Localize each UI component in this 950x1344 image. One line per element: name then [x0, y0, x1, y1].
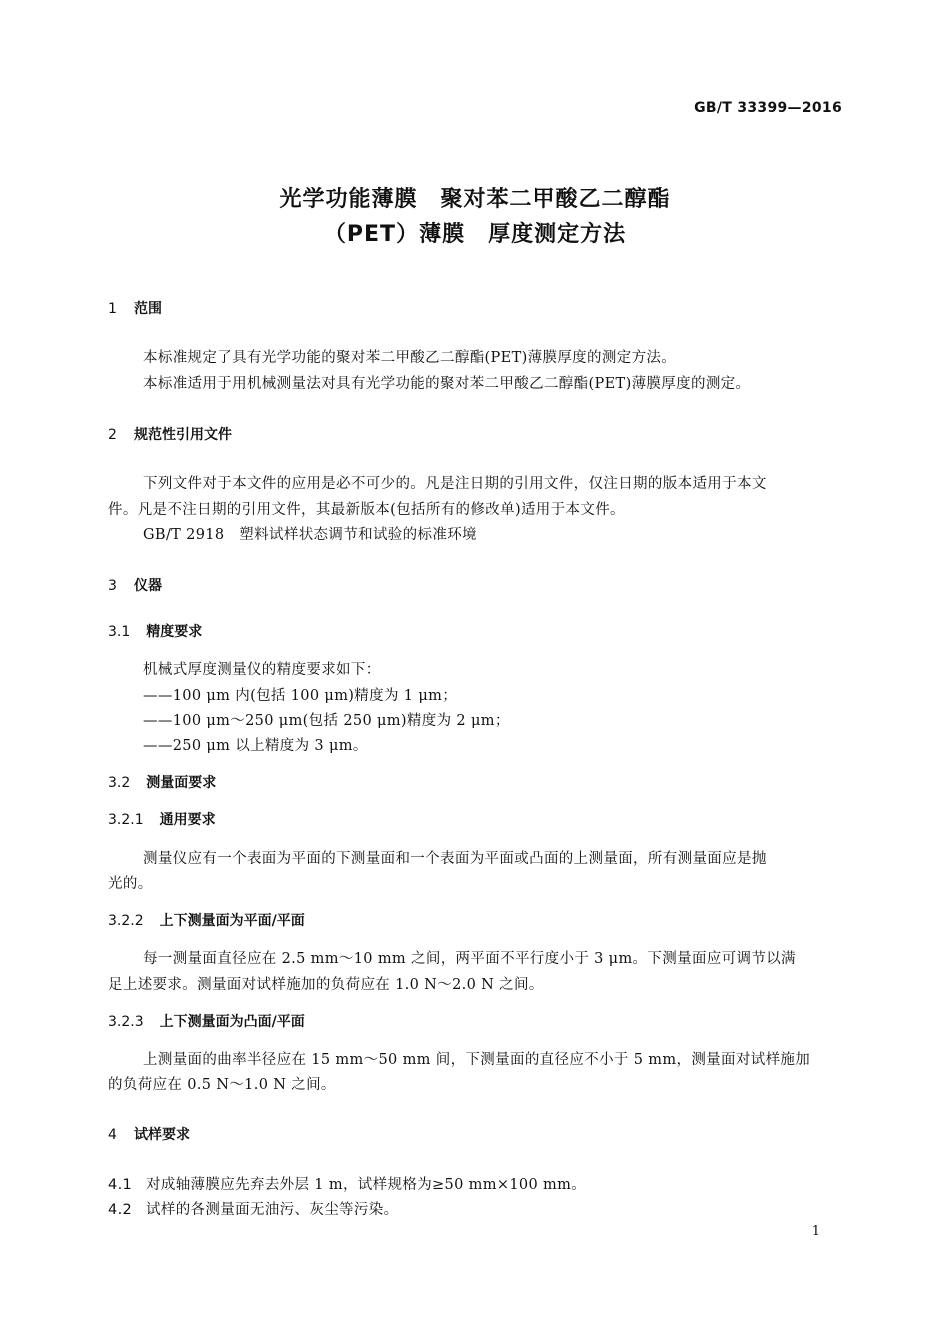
accuracy-item-2: ——100 μm～250 μm(包括 250 μm)精度为 2 μm； [143, 713, 510, 729]
section-2-heading [108, 424, 232, 444]
section-title: 范围 [134, 301, 162, 317]
clause-text: 对成轴薄膜应先弃去外层 1 m，试样规格为≥50 mm×100 mm。 [146, 1177, 587, 1193]
page-number: 1 [811, 1224, 820, 1239]
section-number: 3.2.3 [108, 1014, 144, 1030]
section-3-2-1-heading [108, 809, 216, 829]
section-number: 1 [108, 301, 117, 317]
section-1-heading [108, 298, 162, 318]
section-3-2-1-line2: 光的。 [108, 876, 153, 892]
section-title: 上下测量面为平面/平面 [159, 913, 305, 929]
section-3-2-2-line1: 每一测量面直径应在 2.5 mm～10 mm 之间，两平面不平行度小于 3 μm。下测量面应可调节以满 [143, 951, 796, 967]
section-3-2-1-line1: 测量仪应有一个表面为平面的下测量面和一个表面为平面或凸面的上测量面，所有测量面应是抛 [143, 851, 767, 867]
section-number: 2 [108, 427, 117, 443]
section-title: 试样要求 [134, 1127, 190, 1143]
section-4-2 [108, 1198, 398, 1219]
section-4-1 [108, 1173, 586, 1194]
section-3-2-2-heading [108, 910, 305, 930]
section-number: 3.2.2 [108, 913, 144, 929]
section-title: 通用要求 [159, 812, 216, 828]
clause-text: 试样的各测量面无油污、灰尘等污染。 [146, 1202, 399, 1218]
standard-code: GB/T 33399—2016 [694, 100, 842, 116]
accuracy-intro: 机械式厚度测量仪的精度要求如下： [143, 662, 381, 678]
section-4-heading [108, 1124, 190, 1144]
section-title: 仪器 [134, 578, 162, 594]
section-3-1-heading [108, 621, 202, 641]
accuracy-item-1: ——100 μm 内(包括 100 μm)精度为 1 μm； [143, 688, 458, 704]
section-3-2-heading [108, 772, 216, 792]
section-number: 3.2.1 [108, 812, 144, 828]
section-number: 3.1 [108, 624, 131, 640]
section-3-2-3-line2: 的负荷应在 0.5 N～1.0 N 之间。 [108, 1077, 336, 1093]
accuracy-item-3: ——250 μm 以上精度为 3 μm。 [143, 738, 368, 754]
section-title: 上下测量面为凸面/平面 [159, 1014, 305, 1030]
section-title: 精度要求 [146, 624, 203, 640]
document-title-line2: （PET）薄膜 厚度测定方法 [323, 222, 627, 247]
section-1-paragraph-1: 本标准规定了具有光学功能的聚对苯二甲酸乙二醇酯(PET)薄膜厚度的测定方法。 [143, 350, 677, 366]
section-1-paragraph-2: 本标准适用于用机械测量法对具有光学功能的聚对苯二甲酸乙二醇酯(PET)薄膜厚度的测定。 [143, 376, 751, 392]
clause-number: 4.1 [108, 1177, 133, 1193]
section-title: 测量面要求 [146, 775, 217, 791]
section-3-heading [108, 575, 162, 595]
normative-reference: GB/T 2918 塑料试样状态调节和试验的标准环境 [143, 527, 477, 543]
section-2-paragraph-line1: 下列文件对于本文件的应用是必不可少的。凡是注日期的引用文件，仅注日期的版本适用于本文 [143, 476, 767, 492]
section-number: 3 [108, 578, 117, 594]
section-3-2-3-heading [108, 1011, 305, 1031]
document-title-line1: 光学功能薄膜 聚对苯二甲酸乙二醇酯 [279, 187, 671, 212]
section-3-2-3-line1: 上测量面的曲率半径应在 15 mm～50 mm 间，下测量面的直径应不小于 5 mm，测量面对试样施加 [143, 1052, 811, 1068]
section-3-2-2-line2: 足上述要求。测量面对试样施加的负荷应在 1.0 N～2.0 N 之间。 [108, 977, 544, 993]
section-number: 3.2 [108, 775, 131, 791]
section-2-paragraph-line2: 件。凡是不注日期的引用文件，其最新版本(包括所有的修改单)适用于本文件。 [108, 502, 625, 518]
clause-number: 4.2 [108, 1202, 133, 1218]
section-title: 规范性引用文件 [134, 427, 232, 443]
section-number: 4 [108, 1127, 117, 1143]
